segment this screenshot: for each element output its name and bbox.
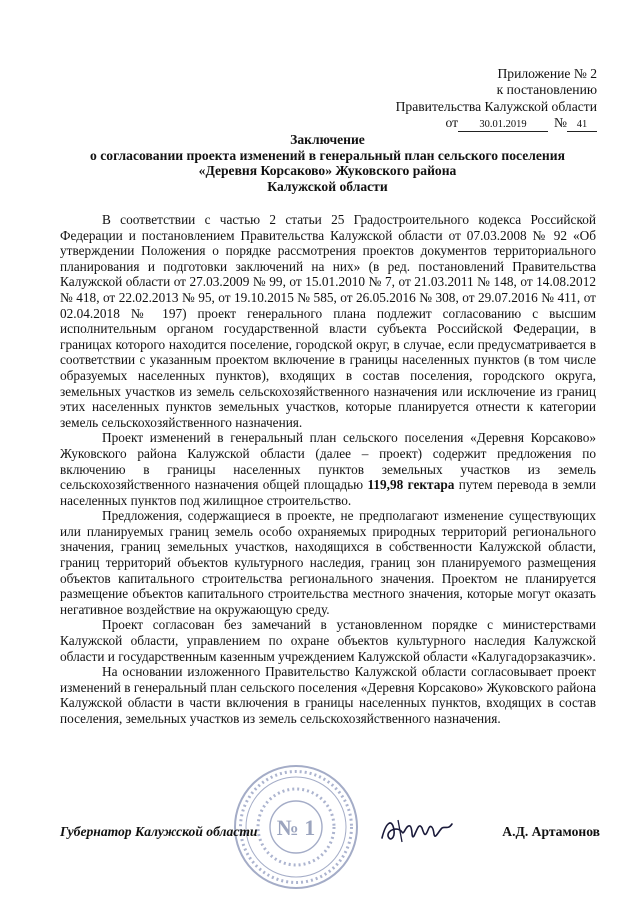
to-resolution-label: к постановлению <box>496 82 597 98</box>
appendix-header <box>396 66 597 132</box>
signatory-position: Губернатор Калужской области <box>60 824 258 839</box>
paragraph-2 <box>60 430 596 508</box>
resolution-date: 30.01.2019 <box>458 119 548 132</box>
date-number-line <box>396 115 597 132</box>
government-label: Правительства Калужской области <box>395 98 597 114</box>
document-title <box>60 132 595 194</box>
document-body <box>60 212 596 727</box>
from-prefix: от <box>445 115 459 131</box>
paragraph-2-start: Проект изменений в генеральный план сельского поселения «Деревня Корсаково» Жуковского района Калужской области (далее – проект) содержит предложения по включению в границы населенных пунктов земельных участков из земель сельскохозяйственного назначения общей площадью <box>60 430 596 493</box>
seal-number: № 1 <box>276 815 316 840</box>
signatory-name: А.Д. Артамонов <box>502 824 600 839</box>
paragraph-1: В соответствии с частью 2 статьи 25 Градостроительного кодекса Российской Федерации и постановлением Правительства Калужской области от 07.03.2008 № 92 «Об утверждении Положения о порядке рассмотрения проектов документов территориального планирования и подготовки заключений на них» (в ред. постановлений Правительства Калужской области от 27.03.2009 № 99, от 15.01.2010 № 7, от 21.03.2011 № 148, от 14.08.2012 № 418, от 22.02.2013 № 95, от 19.10.2015 № 585, от 26.05.2016 № 308, от 29.07.2016 № 411, от 02.04.2018 № 197) проект генерального плана подлежит согласованию с высшим исполнительным органом государственной власти субъекта Российской Федерации, в границах которого находится поселение, городской округ, в случае, если предусматривается в соответствии с указанным проектом включение в границы населенных пунктов (в том числе образуемых населенных пунктов), входящих в состав поселения, городского округа, земельных участков из земель сельскохозяйственного назначения или исключение из границ этих населенных пунктов земельных участков, которые планируется отнести к категории земель сельскохозяйственного назначения. <box>60 212 596 430</box>
appendix-label: Приложение № 2 <box>497 66 597 81</box>
title-line-1: Заключение <box>290 132 365 147</box>
resolution-number: 41 <box>567 119 597 132</box>
handwritten-signature <box>378 812 458 848</box>
area-value: 119,98 гектара <box>367 477 455 493</box>
paragraph-5: На основании изложенного Правительство Калужской области согласовывает проект изменений в генеральный план сельского поселения «Деревня Корсаково» Жуковского района Калужской области в части включения в границы населенных пунктов, входящих в состав поселения, земельных участков из земель сельскохозяйственного назначения. <box>60 664 596 726</box>
title-line-3: «Деревня Корсаково» Жуковского района <box>198 163 457 179</box>
paragraph-2-end: путем перевода в земли населенных пунктов под жилищное строительство. <box>60 477 597 508</box>
title-line-2: о согласовании проекта изменений в генеральный план сельского поселения <box>90 147 565 163</box>
number-sign: № <box>554 115 567 131</box>
title-line-4: Калужской области <box>267 178 388 194</box>
paragraph-3: Предложения, содержащиеся в проекте, не предполагают изменение существующих или планируемых границ земель особо охраняемых природных территорий регионального значения, границ земельных участков, находящихся в собственности Калужской области, границ территорий объектов культурного наследия, границ зон планируемого размещения объектов капитального строительства регионального значения. Проектом не планируется размещение объектов капитального строительства местного значения, которые могут оказать негативное воздействие на окружающую среду. <box>60 508 596 617</box>
paragraph-4: Проект согласован без замечаний в установленном порядке с министерствами Калужской области, управлением по охране объектов культурного наследия Калужской области и государственным казенным учреждением Калужской области «Калугадорзаказчик». <box>60 617 596 664</box>
